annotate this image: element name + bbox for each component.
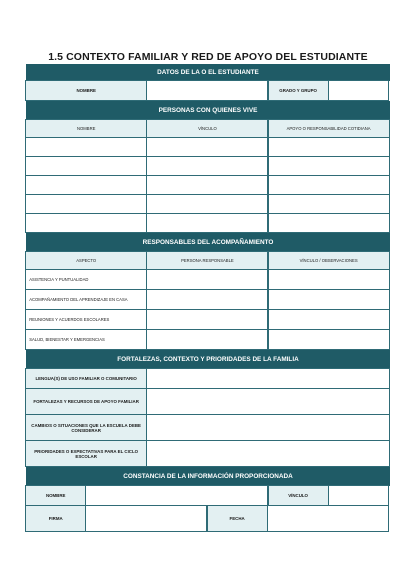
household-support-field[interactable] xyxy=(268,137,390,157)
section-header-strengths: FORTALEZAS, CONTEXTO Y PRIORIDADES DE LA FAMILIA xyxy=(26,350,390,369)
household-row xyxy=(26,195,390,214)
strengths-field[interactable] xyxy=(146,388,390,415)
household-col-name: NOMBRE xyxy=(25,119,147,138)
household-name-field[interactable] xyxy=(25,156,147,176)
strengths-row xyxy=(26,369,390,389)
form xyxy=(26,64,390,532)
aspect-label: SALUD, BIENESTAR Y EMERGENCIAS xyxy=(25,329,147,350)
record-link-label: VÍNCULO xyxy=(268,485,329,506)
aspect-label: ACOMPAÑAMIENTO DEL APRENDIZAJE EN CASA xyxy=(25,289,147,310)
signature-label: FIRMA xyxy=(25,505,86,532)
responsible-person-field[interactable] xyxy=(146,329,268,350)
grade-group-label: GRADO Y GRUPO xyxy=(268,80,329,101)
responsibles-row xyxy=(26,330,390,350)
strengths-label: PRIORIDADES O EXPECTATIVAS PARA EL CICLO ESCOLAR xyxy=(25,440,147,467)
record-link-field[interactable] xyxy=(328,485,389,506)
aspect-label: REUNIONES Y ACUERDOS ESCOLARES xyxy=(25,309,147,330)
record-name-row xyxy=(26,486,390,506)
student-row xyxy=(26,81,390,101)
section-header-record: CONSTANCIA DE LA INFORMACIÓN PROPORCIONADA xyxy=(26,467,390,486)
responsible-notes-field[interactable] xyxy=(268,309,390,330)
aspect-label: ASISTENCIA Y PUNTUALIDAD xyxy=(25,269,147,290)
student-name-label: NOMBRE xyxy=(25,80,147,101)
record-name-field[interactable] xyxy=(85,485,268,506)
household-name-field[interactable] xyxy=(25,194,147,214)
strengths-label: CAMBIOS O SITUACIONES QUE LA ESCUELA DEBE CONSIDERAR xyxy=(25,414,147,441)
signature-field[interactable] xyxy=(85,505,207,532)
section-header-student: DATOS DE LA O EL ESTUDIANTE xyxy=(26,64,390,81)
record-name-label: NOMBRE xyxy=(25,485,86,506)
responsibles-col-notes: VÍNCULO / OBSERVACIONES xyxy=(268,251,390,270)
responsible-person-field[interactable] xyxy=(146,289,268,310)
responsible-notes-field[interactable] xyxy=(268,269,390,290)
household-row xyxy=(26,138,390,157)
responsibles-row xyxy=(26,270,390,290)
responsible-notes-field[interactable] xyxy=(268,329,390,350)
household-col-link: VÍNCULO xyxy=(146,119,268,138)
strengths-row xyxy=(26,441,390,467)
household-link-field[interactable] xyxy=(146,175,268,195)
student-name-field[interactable] xyxy=(146,80,268,101)
household-support-field[interactable] xyxy=(268,175,390,195)
responsibles-header-row xyxy=(26,252,390,270)
household-link-field[interactable] xyxy=(146,156,268,176)
date-field[interactable] xyxy=(267,505,389,532)
responsible-notes-field[interactable] xyxy=(268,289,390,310)
household-name-field[interactable] xyxy=(25,137,147,157)
strengths-field[interactable] xyxy=(146,368,390,389)
grade-group-field[interactable] xyxy=(328,80,389,101)
household-header-row xyxy=(26,120,390,138)
household-support-field[interactable] xyxy=(268,156,390,176)
household-link-field[interactable] xyxy=(146,213,268,233)
household-name-field[interactable] xyxy=(25,213,147,233)
strengths-label: LENGUA(S) DE USO FAMILIAR O COMUNITARIO xyxy=(25,368,147,389)
household-link-field[interactable] xyxy=(146,194,268,214)
strengths-row xyxy=(26,389,390,415)
strengths-label: FORTALEZAS Y RECURSOS DE APOYO FAMILIAR xyxy=(25,388,147,415)
household-row xyxy=(26,157,390,176)
household-row xyxy=(26,214,390,233)
responsibles-row xyxy=(26,310,390,330)
household-support-field[interactable] xyxy=(268,194,390,214)
responsible-person-field[interactable] xyxy=(146,269,268,290)
page-title: 1.5 CONTEXTO FAMILIAR Y RED DE APOYO DEL ESTUDIANTE xyxy=(48,51,368,63)
household-name-field[interactable] xyxy=(25,175,147,195)
household-row xyxy=(26,176,390,195)
date-label: FECHA xyxy=(207,505,268,532)
household-col-support: APOYO O RESPONSABILIDAD COTIDIANA xyxy=(268,119,390,138)
strengths-row xyxy=(26,415,390,441)
record-signature-row xyxy=(26,506,390,532)
section-header-responsibles: RESPONSABLES DEL ACOMPAÑAMIENTO xyxy=(26,233,390,252)
responsibles-row xyxy=(26,290,390,310)
section-header-household: PERSONAS CON QUIENES VIVE xyxy=(26,101,390,120)
responsibles-col-aspect: ASPECTO xyxy=(25,251,147,270)
strengths-field[interactable] xyxy=(146,440,390,467)
responsibles-col-person: PERSONA RESPONSABLE xyxy=(146,251,268,270)
responsible-person-field[interactable] xyxy=(146,309,268,330)
household-link-field[interactable] xyxy=(146,137,268,157)
household-support-field[interactable] xyxy=(268,213,390,233)
strengths-field[interactable] xyxy=(146,414,390,441)
